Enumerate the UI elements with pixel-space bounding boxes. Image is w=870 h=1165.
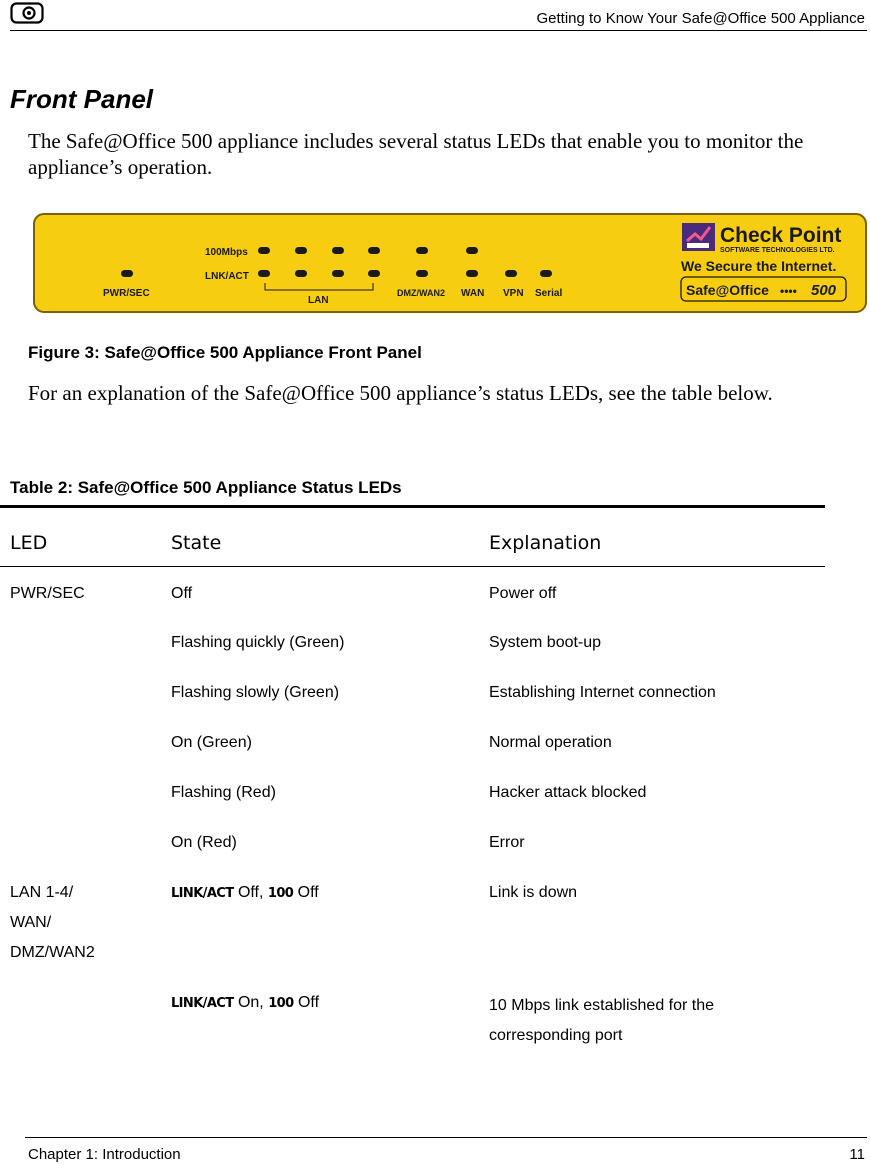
state-cell: On (Red) [171,834,237,851]
explanation-cell: Hacker attack blocked [489,784,647,801]
explanation-paragraph: For an explanation of the Safe@Office 500 appliance’s status LEDs, see the table below. [28,381,773,405]
check-point-logo [682,223,715,251]
explanation-line: corresponding port [489,1027,623,1044]
led-lan3-speed [332,247,344,254]
led-serial [540,270,552,277]
explanation-cell: Normal operation [489,734,612,751]
product-dots: •••• [780,284,797,298]
led-vpn [505,270,517,277]
state-cell: Off [171,585,193,602]
explanation-cell-lan-2 [489,991,714,1051]
label-serial: Serial [535,288,563,299]
led-lan1-speed [258,247,270,254]
state-cell: On (Green) [171,734,252,751]
led-lan1-link [258,270,270,277]
section-title: Front Panel [10,84,154,114]
label-speed: 100Mbps [205,247,248,258]
led-lan2-speed [295,247,307,254]
led-wan-speed [466,247,478,254]
brand-name: Check Point [720,224,842,247]
led-lan2-link [295,270,307,277]
led-dmz-speed [416,247,428,254]
product-model: 500 [811,282,837,299]
product-name: Safe@Office [686,282,769,298]
state-value: Off [293,994,320,1011]
table-caption: Table 2: Safe@Office 500 Appliance Status LEDs [10,478,402,497]
led-pwr [121,270,133,277]
state-value: Off [293,884,319,901]
state-cell-lan-2 [171,988,319,1019]
table-top-rule [0,505,825,508]
footer-page-number: 11 [849,1146,865,1163]
label-wan: WAN [461,288,485,299]
header-divider [10,30,867,31]
explanation-cell: System boot-up [489,634,602,651]
label-dmz: DMZ/WAN2 [397,288,445,298]
led-dmz-link [416,270,428,277]
header-title: Getting to Know Your Safe@Office 500 Appliance [536,10,865,27]
explanation-cell: Error [489,834,525,851]
explanation-cell: Power off [489,585,557,602]
label-pwr: PWR/SEC [103,288,150,299]
footer-divider [25,1137,867,1138]
led-cell-lan [10,878,95,968]
brand-slogan: We Secure the Internet. [681,258,837,274]
footer-chapter: Chapter 1: Introduction [28,1146,181,1163]
explanation-line: 10 Mbps link established for the [489,997,715,1014]
state-value: Off, [233,884,268,901]
state-value: On, [233,994,269,1011]
label-vpn: VPN [503,288,524,299]
state-cell-lan-1 [171,878,319,909]
state-key: LINK/ACT [171,886,234,901]
label-link: LNK/ACT [205,271,249,282]
state-key: 100 [268,996,294,1011]
header-state: State [171,532,222,554]
safe-office-logo-icon [10,2,44,24]
state-cell: Flashing (Red) [171,784,276,801]
led-wan-link [466,270,478,277]
table-header-rule [0,566,825,567]
front-panel-image [33,213,867,313]
header-led: LED [10,532,48,554]
figure-caption: Figure 3: Safe@Office 500 Appliance Front Panel [28,343,422,362]
explanation-cell: Link is down [489,884,578,901]
brand-sub: SOFTWARE TECHNOLOGIES LTD. [720,247,835,254]
led-cell-line: DMZ/WAN2 [10,944,95,961]
led-cell-line: WAN/ [10,914,52,931]
led-lan3-link [332,270,344,277]
led-cell-pwr: PWR/SEC [10,585,85,602]
state-key: LINK/ACT [171,996,234,1011]
state-key: 100 [267,886,294,901]
state-cell: Flashing quickly (Green) [171,634,345,651]
header-explanation: Explanation [489,532,602,554]
intro-paragraph: The Safe@Office 500 appliance includes several status LEDs that enable you to monitor the appliance’s operation. [28,129,804,179]
state-cell: Flashing slowly (Green) [171,684,340,701]
label-lan: LAN [308,295,329,306]
led-lan4-link [368,270,380,277]
explanation-cell: Establishing Internet connection [489,684,716,701]
led-lan4-speed [368,247,380,254]
led-cell-line: LAN 1-4/ [10,884,74,901]
